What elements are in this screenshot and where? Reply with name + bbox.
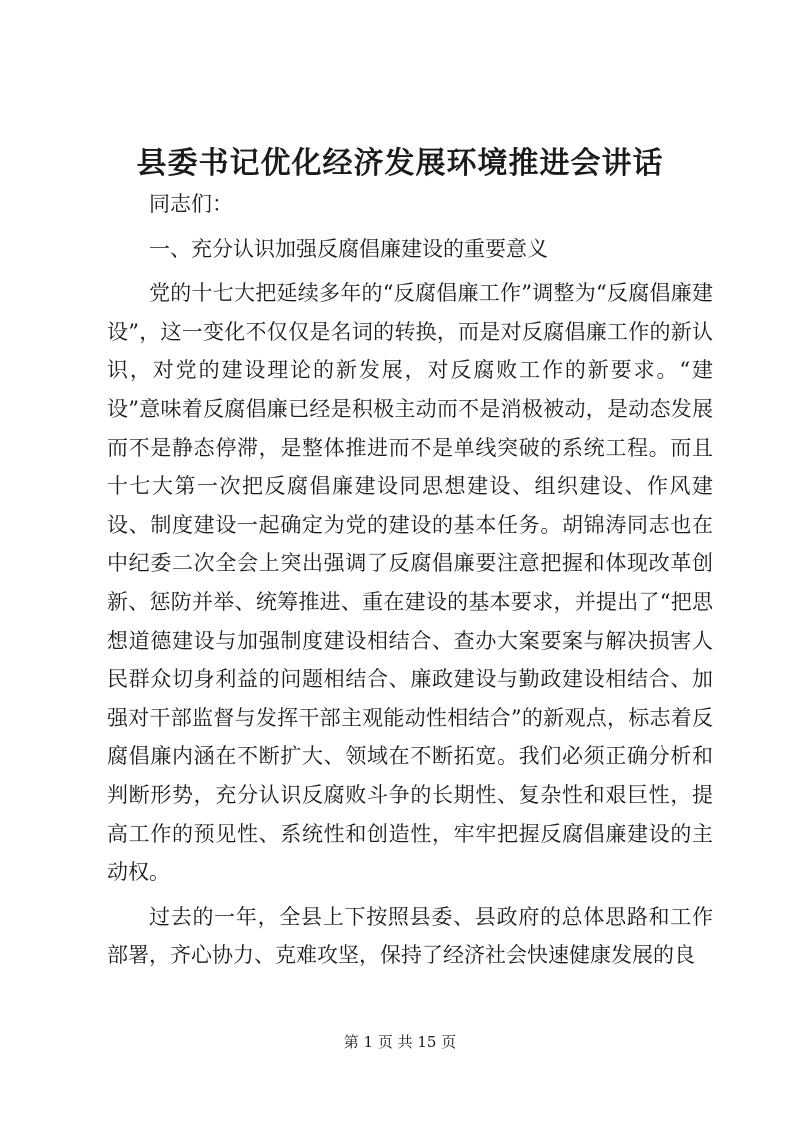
section-heading: 一、充分认识加强反腐倡廉建设的重要意义 [149, 236, 548, 261]
salutation: 同志们： [149, 192, 233, 216]
body-paragraph: 过去的一年，全县上下按照县委、县政府的总体思路和工作部署，齐心协力、克难攻坚，保持了经济社会快速健康发展的良 [107, 904, 713, 968]
document-body [107, 185, 713, 975]
page-number: 第 1 页 共 15 页 [343, 1033, 457, 1051]
document-title: 县委书记优化经济发展环境推进会讲话 [136, 146, 664, 181]
body-paragraph: 党的十七大把延续多年的“反腐倡廉工作”调整为“反腐倡廉建设”，这一变化不仅仅是名词的转换，而是对反腐倡廉工作的新认识，对党的建设理论的新发展，对反腐败工作的新要求。“建设”意味着反腐倡廉已经是积极主动而不是消极被动，是动态发展而不是静态停滞，是整体推进而不是单线突破的系统工程。而且十七大第一次把反腐倡廉建设同思想建设、组织建设、作风建设、制度建设一起确定为党的建设的基本任务。胡锦涛同志也在中纪委二次全会上突出强调了反腐倡廉要注意把握和体现改革创新、惩防并举、统筹推进、重在建设的基本要求，并提出了“把思想道德建设与加强制度建设相结合、查办大案要案与解决损害人民群众切身利益的问题相结合、廉政建设与勤政建设相结合、加强对干部监督与发挥干部主观能动性相结合”的新观点，标志着反腐倡廉内涵在不断扩大、领域在不断拓宽。我们必须正确分析和判断形势，充分认识反腐败斗争的长期性、复杂性和艰巨性，提高工作的预见性、系统性和创造性，牢牢把握反腐倡廉建设的主动权。 [107, 281, 713, 885]
